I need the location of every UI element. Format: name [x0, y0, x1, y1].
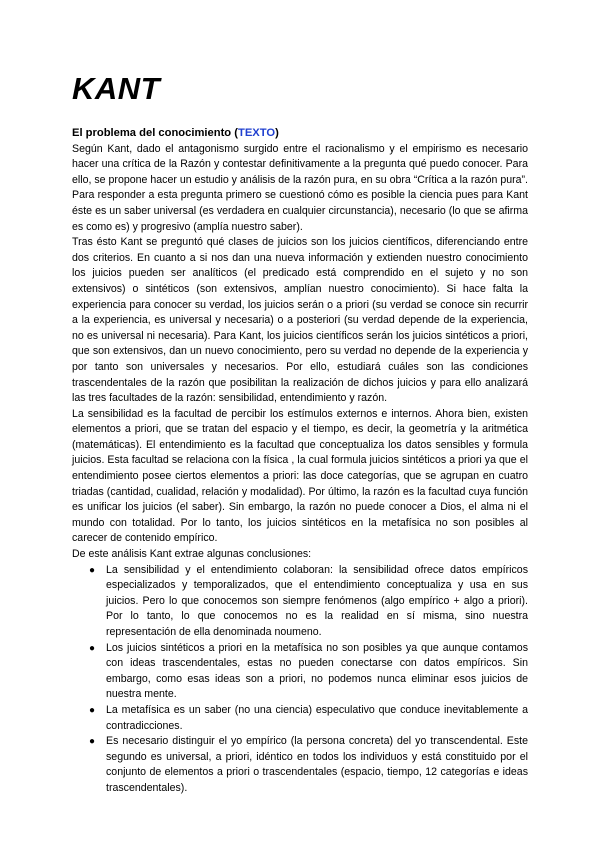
section-heading-text: El problema del conocimiento (: [72, 127, 238, 139]
bullet-icon: ●: [89, 704, 96, 716]
paragraph-intro: Según Kant, dado el antagonismo surgido entre el racionalismo y el empirismo es necesario hacer una crítica de la Razón y contestar definitivamente a la pregunta qué puedo conocer. Para ello, se propone hacer un estudio y análisis de la razón pura, en su obra “Crítica a la razón pura”. Para responder a esta pregunta primero se cuestionó cómo es posible la ciencia pues para Kant éste es un saber universal (es verdadera en cualquier circunstancia), necesario (lo que se afirma es como es) y progresivo (amplía nuestro saber).: [72, 142, 528, 233]
texto-link[interactable]: TEXTO: [237, 127, 276, 139]
bullet-icon: ●: [89, 642, 96, 654]
document-body: [72, 126, 528, 797]
paragraph-facultades: La sensibilidad es la facultad de percibir los estímulos externos e internos. Ahora bien, existen elementos a priori, que se tratan del espacio y el tiempo, es decir, la geometría y la aritmética (matemáticas). El entendimiento es la facultad que conceptualiza los datos sensibles y formula juicios. Esta facultad se relaciona con la física , la cual formula juicios sintéticos a priori ya que el entendimiento posee ciertos elementos a priori: las doce categorías, que se agrupan en cuatro triadas (cantidad, cualidad, relación y modalidad). Por último, la razón es la facultad cuya función es unificar los juicios (el saber). Sin embargo, la razón no puede conocer a Dios, el alma ni el mundo con totalidad. Por lo tanto, los juicios sintéticos en la metafísica no son posibles al carecer de contenido empírico.: [72, 407, 528, 545]
bullet-icon: ●: [89, 736, 96, 748]
section-heading-close: ): [275, 127, 279, 139]
bullet-icon: ●: [89, 564, 96, 576]
page-title: KANT: [72, 71, 161, 106]
list-item: [89, 641, 528, 703]
conclusions-list: [72, 563, 528, 797]
list-item-text: Los juicios sintéticos a priori en la metafísica no son posibles ya que aunque contamos con ideas trascendentales, estas no pueden conectarse con datos empíricos. Sin embargo, como esas ideas son a priori, no podemos nunca eliminar esos juicios de nuestra mente.: [106, 641, 528, 701]
list-item-text: Es necesario distinguir el yo empírico (la persona concreta) del yo transcendental. Este segundo es universal, a priori, idéntico en todos los individuos y está constituido por el conjunto de elementos a priori o trascendentales (espacio, tiempo, 12 categorías e ideas trascendentales).: [106, 735, 528, 794]
list-item: [89, 734, 528, 796]
paragraph-conclusiones-intro: De este análisis Kant extrae algunas conclusiones:: [72, 548, 312, 561]
list-item-text: La metafísica es un saber (no una ciencia) especulativo que conduce inevitablemente a contradicciones.: [106, 703, 528, 732]
paragraph-juicios: Tras ésto Kant se preguntó qué clases de juicios son los juicios científicos, diferenciando entre dos criterios. En cuanto a si nos dan una nueva información y extienden nuestro conocimiento los juicios pueden ser analíticos (el predicado está comprendido en el sujeto y no son extensivos) o sintéticos (son extensivos, amplían nuestro conocimiento). Si hace falta la experiencia para conocer su verdad, los juicios serán o a priori (su verdad se conoce sin recurrir a la experiencia, es universal y necesaria) o a posteriori (su verdad depende de la experiencia, no es universal ni necesaria). Para Kant, los juicios científicos serán los juicios sintéticos a priori, que son extensivos, dan un nuevo conocimiento, pero su verdad no depende de la experiencia y por tanto son universales y necesarios. Por ello, estudiará cuáles son las condiciones trascendentales de la razón que posibilitan la realización de dichos juicios y para ello analizará las tres facultades de la razón: sensibilidad, entendimiento y razón.: [72, 236, 528, 405]
section-heading: [72, 126, 528, 142]
list-item: [89, 703, 528, 734]
list-item: [89, 563, 528, 641]
list-item-text: La sensibilidad y el entendimiento colaboran: la sensibilidad ofrece datos empíricos especializados y temporalizados, que el entendimiento conceptualiza y usa en sus juicios. Pero lo que conocemos son siempre fenómenos (algo empírico + algo a priori). Por lo tanto, lo que conocemos no es la realidad en sí misma, sino nuestra representación de ella denominada noumeno.: [106, 563, 528, 638]
